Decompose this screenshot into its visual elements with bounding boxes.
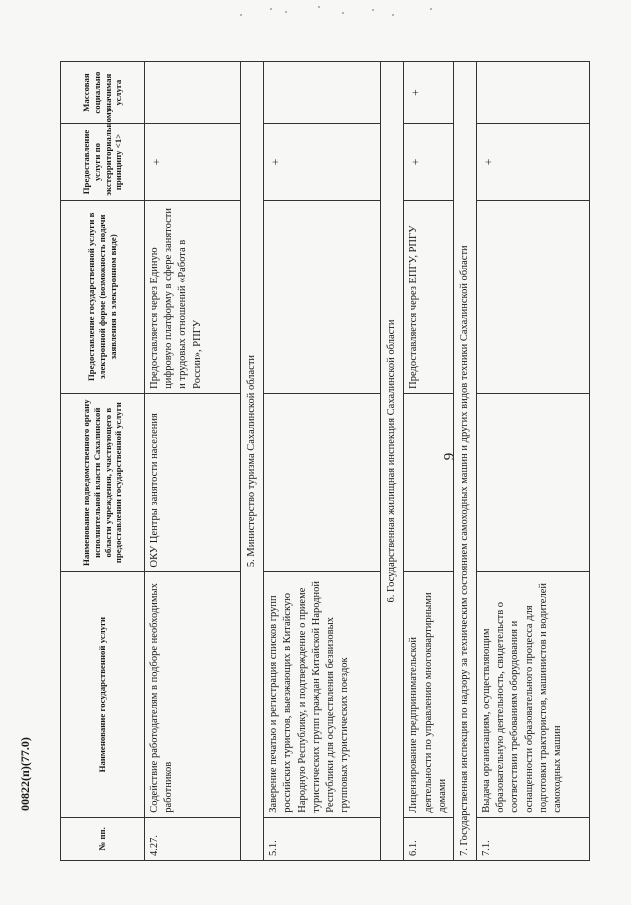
scan-speck: [392, 14, 394, 16]
mass-service-mark: [477, 62, 590, 124]
service-name: Лицензирование предпринимательской деятельности по управлению многоквартирными домами: [404, 572, 454, 817]
service-name: Заверение печатью и регистрация списков групп российских туристов, выезжающих в Китайскую Народную Республику, и подтверждение о приеме туристических групп граждан Китайской Народной Республики для осуществления безвизовых групповых туристических поездок: [264, 572, 381, 817]
mass-service-mark: [264, 62, 381, 124]
section-heading: 5. Министерство туризма Сахалинской области: [241, 62, 264, 861]
agency-name: [264, 393, 381, 572]
services-table: [60, 61, 590, 861]
table-row: [477, 62, 590, 861]
electronic-form: Предоставляется через Единую цифровую платформу в сфере занятости и трудовых отношений «Работа в России», РПГУ: [145, 200, 241, 393]
section-heading: 7. Государственная инспекция по надзору за техническим состоянием самоходных машин и других видов техники Сахалинской области: [453, 62, 476, 861]
page-number: 9: [441, 452, 458, 461]
section-row: [453, 62, 476, 861]
electronic-form: [264, 200, 381, 393]
table-row: [264, 62, 381, 861]
scan-speck: [342, 12, 344, 14]
row-number: 7.1.: [477, 817, 590, 860]
service-name: Содействие работодателям в подборе необходимых работников: [145, 572, 241, 817]
section-row: [381, 62, 404, 861]
mass-service-mark: +: [404, 62, 454, 124]
service-name: Выдача организациям, осуществляющим образовательную деятельность, свидетельств о соответствии требованиям оборудования и оснащенности образовательного процесса для подготовки трактористов, машинистов и водителей самоходных машин: [477, 572, 590, 817]
agency-name: ОКУ Центры занятости населения: [145, 393, 241, 572]
exterritorial-mark: +: [145, 124, 241, 201]
scan-speck: [240, 14, 242, 16]
section-row: [241, 62, 264, 861]
header-agency: Наименование подведомственного органу исполнительной власти Сахалинской области учреждения, участвующего в предоставлении государственной услуги: [61, 393, 145, 572]
row-number: 6.1.: [404, 817, 454, 860]
mass-service-mark: [145, 62, 241, 124]
header-exterritorial: Предоставление услуги по экстерриториальному принципу <1>: [61, 124, 145, 201]
row-number: 4.27.: [145, 817, 241, 860]
agency-name: [477, 393, 590, 572]
header-service-name: Наименование государственной услуги: [61, 572, 145, 817]
scan-speck: [285, 11, 287, 13]
scan-speck: [270, 8, 272, 10]
scan-speck: [318, 6, 320, 8]
header-mass-service: Массовая социально значимая услуга: [61, 62, 145, 124]
exterritorial-mark: +: [264, 124, 381, 201]
table-row: [145, 62, 241, 861]
scan-speck: [372, 9, 374, 11]
table-header-row: [61, 62, 145, 861]
document-code: 00822(п)(77.0): [18, 737, 32, 811]
section-heading: 6. Государственная жилищная инспекция Сахалинской области: [381, 62, 404, 861]
electronic-form: Предоставляется через ЕПГУ, РПГУ: [404, 200, 454, 393]
header-num: № пп.: [61, 817, 145, 860]
electronic-form: [477, 200, 590, 393]
header-electronic-form: Предоставление государственной услуги в электронной форме (возможность подачи заявления в электронном виде): [61, 200, 145, 393]
exterritorial-mark: +: [477, 124, 590, 201]
scan-speck: [430, 8, 432, 10]
services-table-wrapper: [60, 61, 568, 861]
row-number: 5.1.: [264, 817, 381, 860]
agency-name: [404, 393, 454, 572]
table-row: [404, 62, 454, 861]
exterritorial-mark: +: [404, 124, 454, 201]
